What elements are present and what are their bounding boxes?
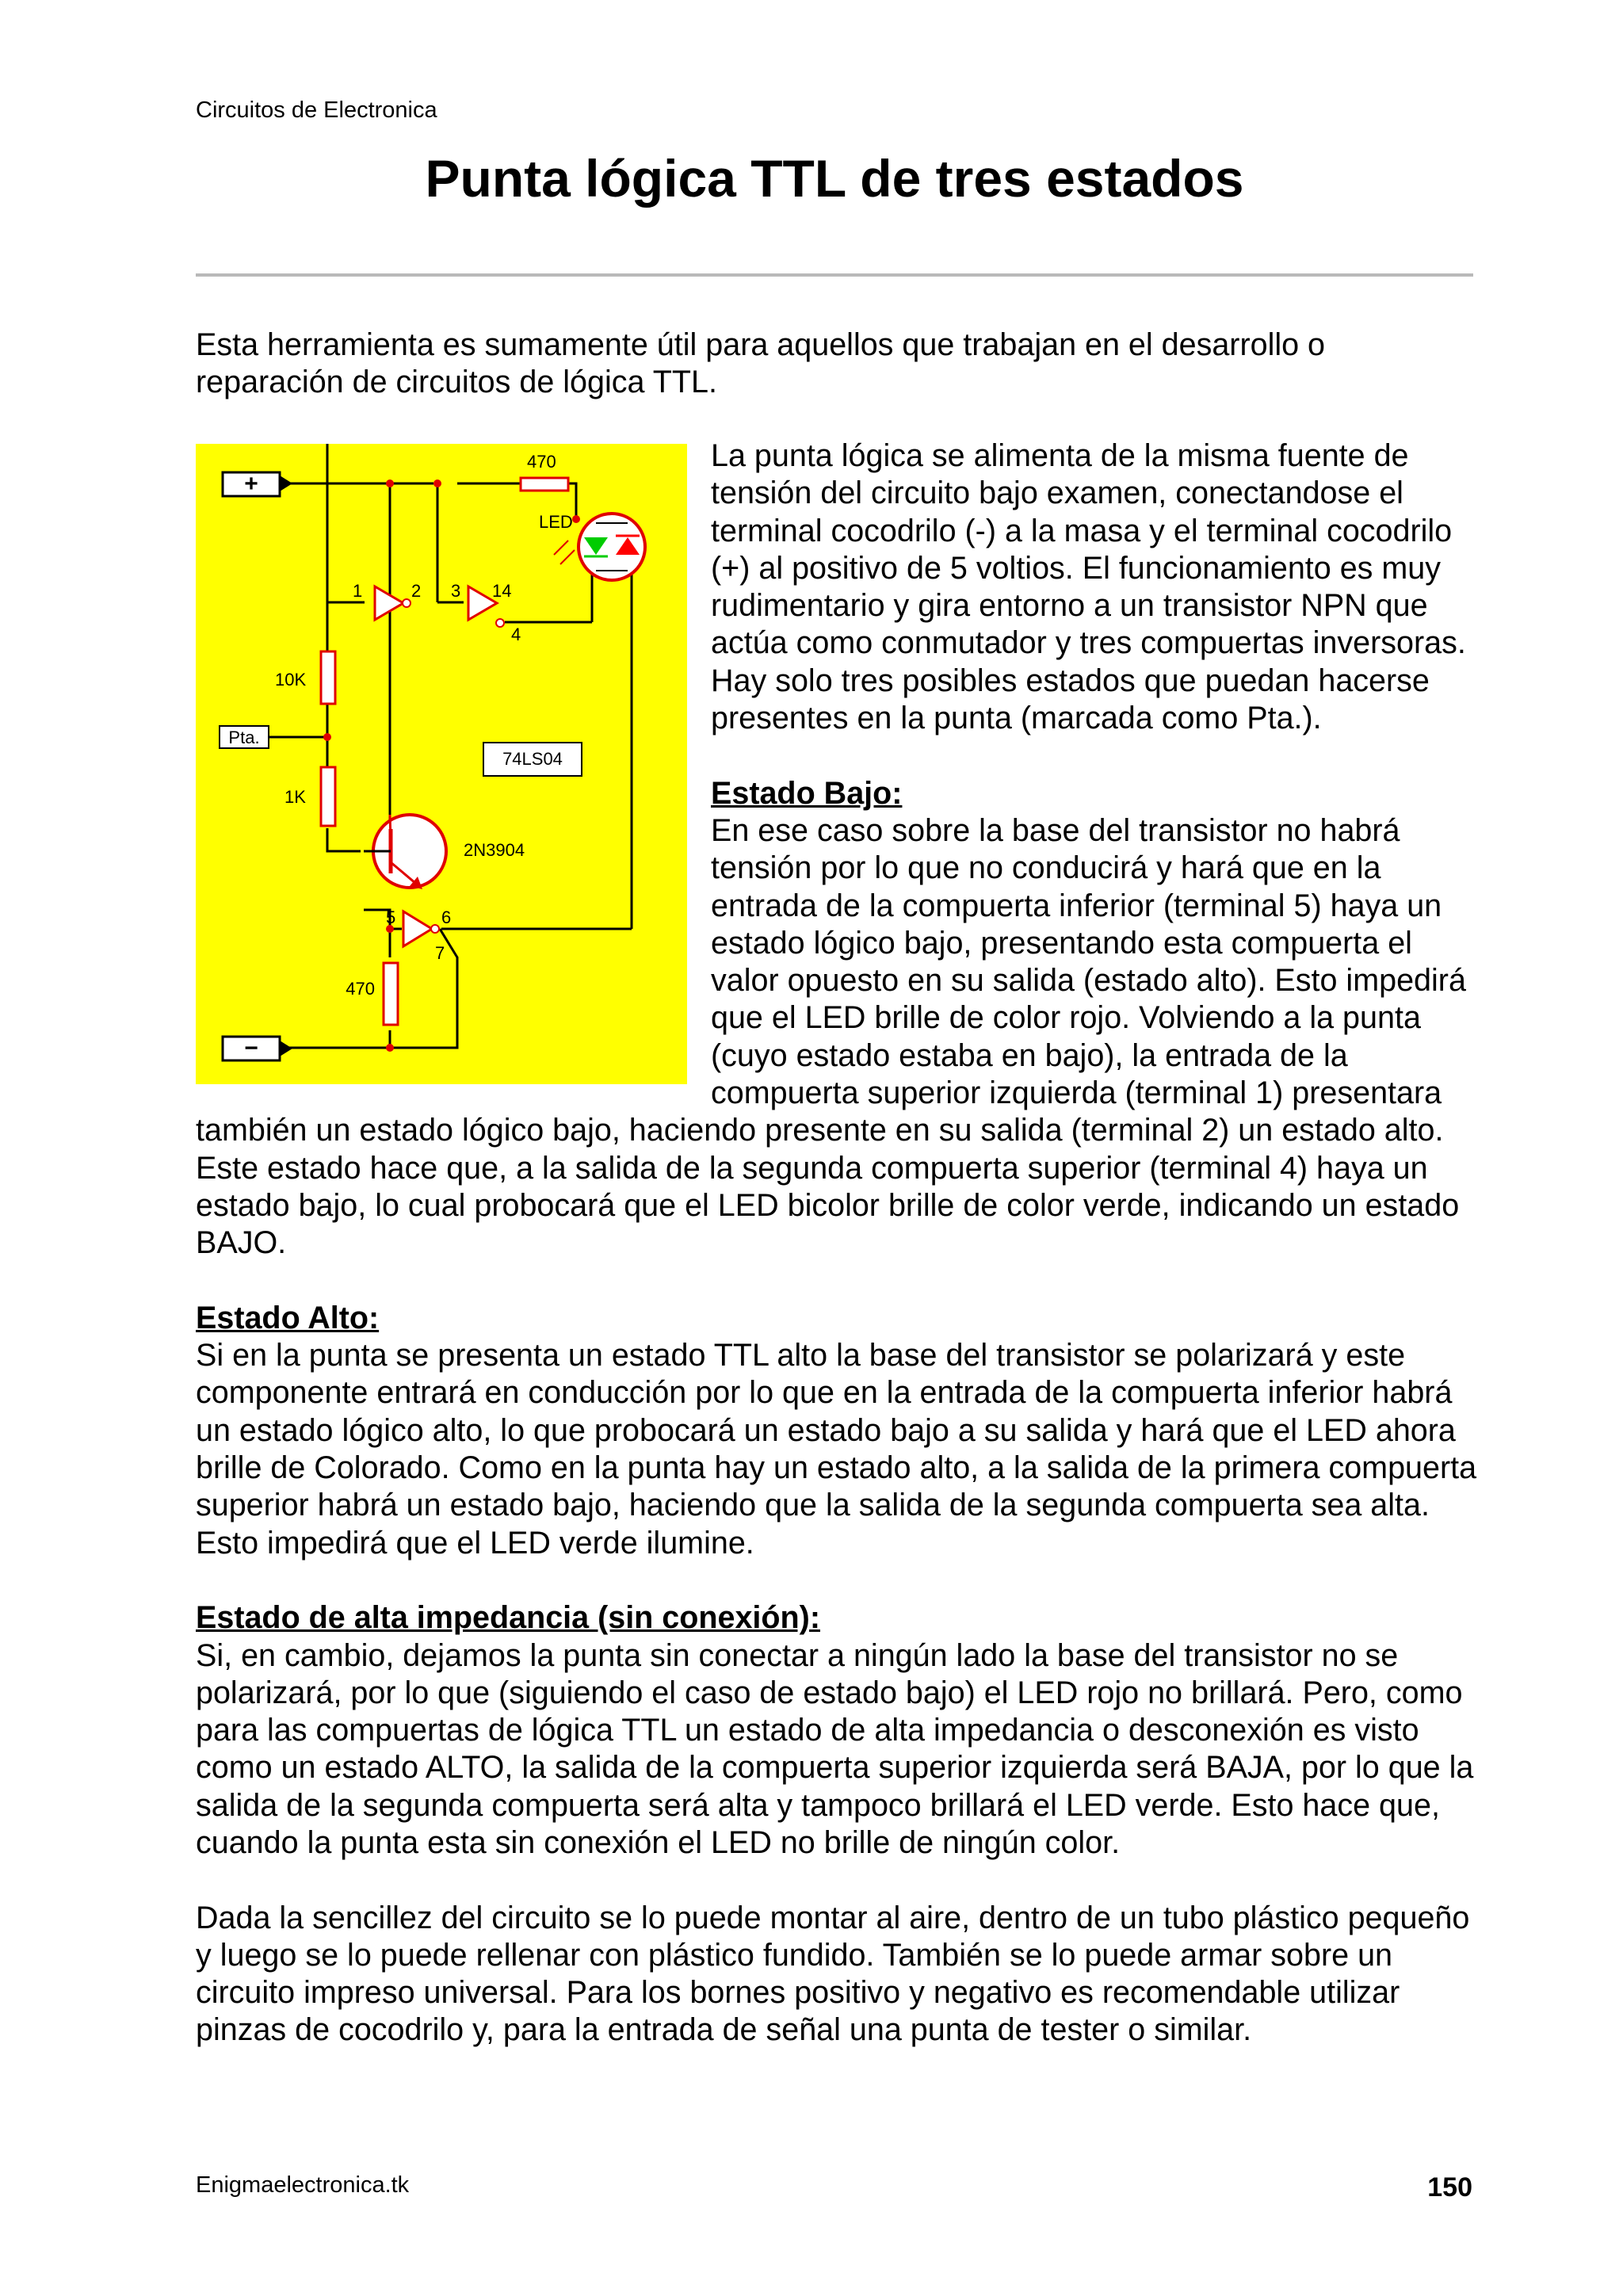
paragraph-alta-impedancia: Si, en cambio, dejamos la punta sin conectar a ningún lado la base del transistor no se polarizará, por lo que (siguiendo el caso de estado bajo) el LED rojo no brillará. Pero, como para las compuertas de lógica TTL un estado de alta impedancia o desconexión es visto como un estado ALTO, la salida de la compuerta superior izquierda será BAJA, por lo que la salida de la segunda compuerta será alta y tampoco brillará el LED verde. Esto hace que, cuando la punta esta sin conexión el LED no brille de ningún color. [196, 1637, 1474, 1860]
label-transistor: 2N3904 [464, 840, 525, 860]
paragraph-estado-alto: Si en la punta se presenta un estado TTL alto la base del transistor se polarizará y este componente entrará en conducción por lo que en la entrada de la compuerta inferior habrá un estado lógico alto, lo que probocará un estado bajo a su salida y hará que el LED ahora brille de Colorado. Como en la punta hay un estado alto, a la salida de la primera compuerta superior habrá un estado bajo, haciendo que la salida de la segunda compuerta sea alta. Esto impedirá que el LED verde ilumine. [196, 1338, 1477, 1561]
svg-text:+: + [244, 471, 258, 497]
label-pin3: 3 [451, 581, 461, 601]
label-ic: 74LS04 [502, 749, 563, 769]
probe-terminal [220, 726, 269, 748]
label-r-10k: 10K [275, 670, 307, 690]
label-pin6: 6 [441, 907, 452, 927]
page-number: 150 [1427, 2172, 1472, 2202]
header-label: Circuitos de Electronica [196, 97, 437, 123]
label-led: LED [539, 512, 573, 532]
label-pin14: 14 [492, 581, 512, 601]
circuit-diagram [196, 444, 687, 1084]
title-divider [196, 273, 1473, 277]
heading-alta-impedancia: Estado de alta impedancia (sin conexión): [196, 1600, 820, 1636]
label-pin1: 1 [353, 581, 363, 601]
resistor-470-bottom [384, 963, 398, 1025]
paragraph-supply: La punta lógica se alimenta de la misma fuente de tensión del circuito bajo examen, conectandose el terminal cocodrilo (-) a la masa y el terminal cocodrilo (+) al positivo de 5 voltios. El funcionamiento es muy rudimentario y gira entorno a un transistor NPN que actúa como conmutador y tres compuertas inversoras. Hay solo tres posibles estados que puedan hacerse presentes en la punta (marcada como Pta.). [711, 438, 1466, 736]
paragraph-closing: Dada la sencillez del circuito se lo puede montar al aire, dentro de un tubo plástico pequeño y luego se lo puede rellenar con plástico fundido. También se lo puede armar sobre un circuito impreso universal. Para los bornes positivo y negativo es recomendable utilizar pinzas de cocodrilo y, para la entrada de señal una punta de tester o similar. [196, 1900, 1470, 2048]
label-pin7: 7 [435, 943, 445, 963]
article-body [196, 437, 1480, 2050]
label-r-top: 470 [527, 452, 556, 472]
page-title: Punta lógica TTL de tres estados [425, 149, 1244, 208]
intro-paragraph: Esta herramienta es sumamente útil para aquellos que trabajan en el desarrollo o reparación de circuitos de lógica TTL. [196, 327, 1326, 400]
resistor-1k [321, 767, 335, 826]
heading-estado-bajo: Estado Bajo: [711, 775, 903, 811]
paragraph-estado-bajo: En ese caso sobre la base del transistor no habrá tensión por lo que no conducirá y hará que en la entrada de la compuerta inferior (terminal 5) haya un estado lógico bajo, presentando esta compuerta el valor opuesto en su salida (estado alto). Esto impedirá que el LED brille de color rojo. Volviendo a la punta (cuyo estado estaba en bajo), la entrada de la compuerta superior izquierda (terminal 1) presentara también un estado lógico bajo, haciendo presente en su salida (terminal 2) un estado alto. Este estado hace que, a la salida de la segunda compuerta superior (terminal 4) haya un estado bajo, lo cual probocará que el LED bicolor brille de color verde, indicando un estado BAJO. [196, 812, 1466, 1261]
resistor-10k [321, 651, 335, 704]
bicolor-led [579, 514, 645, 580]
svg-text:Pta.: Pta. [228, 728, 260, 747]
label-pin2: 2 [411, 581, 422, 601]
label-r-1k: 1K [285, 787, 306, 807]
footer-site: Enigmaelectronica.tk [196, 2172, 410, 2198]
svg-text:−: − [244, 1035, 258, 1061]
label-pin4: 4 [511, 625, 521, 644]
label-r-bottom: 470 [346, 979, 375, 999]
label-pin5: 5 [386, 907, 396, 927]
heading-estado-alto: Estado Alto: [196, 1300, 380, 1335]
resistor-470-top [521, 478, 568, 491]
